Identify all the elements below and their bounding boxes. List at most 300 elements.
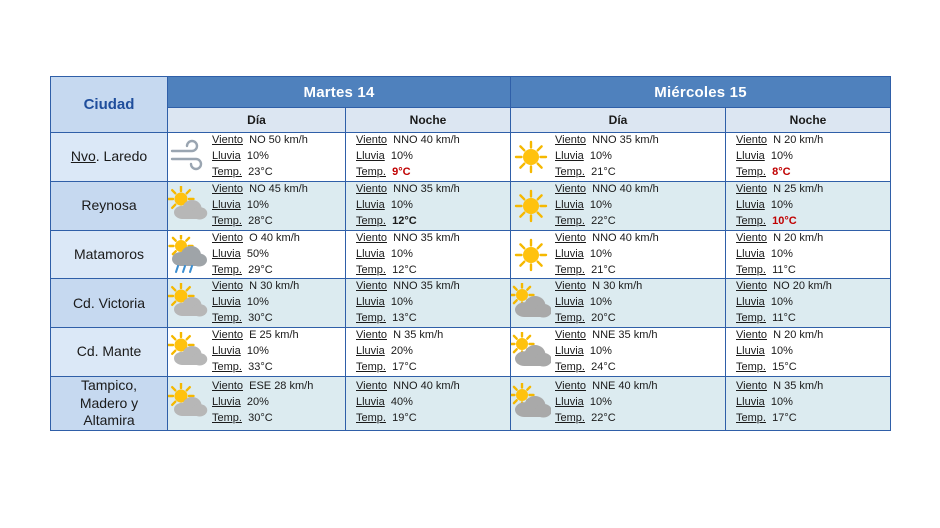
temp-value: 21°C bbox=[591, 263, 616, 276]
wind-value: NNO 40 km/h bbox=[592, 182, 659, 195]
temp-label: Temp. bbox=[555, 312, 585, 325]
forecast-values bbox=[555, 182, 659, 230]
forecast-values bbox=[726, 133, 823, 181]
sun-cloud-icon bbox=[168, 332, 208, 372]
temp-label: Temp. bbox=[736, 412, 766, 425]
forecast-cell bbox=[726, 133, 891, 182]
temp-value: 22°C bbox=[591, 412, 616, 425]
temp-value: 11°C bbox=[772, 263, 796, 276]
table-row bbox=[51, 377, 891, 431]
wind-label: Viento bbox=[356, 231, 387, 244]
temp-line bbox=[356, 165, 460, 181]
wind-label: Viento bbox=[555, 280, 587, 293]
wind-value: NNE 40 km/h bbox=[592, 380, 658, 393]
weather-icon-wrapper bbox=[511, 283, 551, 323]
forecast-values bbox=[212, 133, 308, 181]
wind-label: Viento bbox=[555, 231, 587, 244]
temp-line bbox=[555, 360, 658, 376]
temp-label: Temp. bbox=[356, 214, 386, 227]
rain-line bbox=[736, 344, 823, 360]
forecast-cell-inner bbox=[511, 182, 725, 230]
wind-value: NNE 35 km/h bbox=[592, 329, 658, 342]
weather-icon-wrapper bbox=[168, 186, 208, 226]
forecast-cell-inner bbox=[168, 133, 345, 181]
rain-line bbox=[555, 395, 658, 411]
rain-line bbox=[555, 344, 658, 360]
forecast-cell bbox=[346, 328, 511, 377]
city-name-cell bbox=[51, 181, 168, 230]
forecast-cell bbox=[168, 279, 346, 328]
temp-line bbox=[736, 311, 832, 327]
forecast-cell-inner bbox=[511, 379, 725, 427]
weather-icon-wrapper bbox=[511, 332, 551, 372]
wind-label: Viento bbox=[555, 380, 587, 393]
rain-value: 10% bbox=[589, 198, 612, 211]
temp-value: 13°C bbox=[392, 312, 417, 325]
temp-line bbox=[356, 263, 460, 279]
forecast-cell-inner bbox=[346, 279, 510, 327]
wind-value: NNO 35 km/h bbox=[592, 134, 659, 146]
rain-value: 10% bbox=[770, 396, 793, 409]
rain-label: Lluvia bbox=[736, 149, 765, 162]
rain-line bbox=[356, 295, 460, 311]
city-name-text: Cd. Mante bbox=[76, 343, 142, 360]
forecast-values bbox=[555, 133, 659, 181]
rain-label: Lluvia bbox=[555, 198, 584, 211]
city-name-text: Tampico, Madero y Altamira bbox=[79, 377, 139, 429]
rain-value: 10% bbox=[246, 149, 269, 162]
forecast-cell bbox=[168, 377, 346, 431]
wind-value: O 40 km/h bbox=[249, 231, 300, 244]
temp-value: 10°C bbox=[772, 214, 797, 227]
rain-label: Lluvia bbox=[555, 247, 584, 260]
rain-value: 10% bbox=[246, 345, 269, 358]
temp-value: 30°C bbox=[248, 412, 273, 425]
temp-line bbox=[555, 165, 659, 181]
wind-label: Viento bbox=[212, 329, 243, 342]
temp-line bbox=[212, 165, 308, 181]
forecast-values bbox=[726, 379, 823, 427]
rain-label: Lluvia bbox=[736, 296, 765, 309]
wind-value: N 30 km/h bbox=[592, 280, 643, 293]
rain-value: 10% bbox=[770, 296, 793, 309]
wind-line bbox=[212, 182, 308, 198]
weather-icon-wrapper bbox=[168, 283, 208, 323]
temp-label: Temp. bbox=[736, 312, 766, 325]
forecast-cell bbox=[168, 181, 346, 230]
rain-label: Lluvia bbox=[356, 345, 385, 358]
forecast-cell-inner bbox=[346, 231, 510, 279]
wind-line bbox=[736, 328, 823, 344]
rain-line bbox=[736, 198, 823, 214]
wind-value: NO 45 km/h bbox=[249, 182, 308, 195]
rain-value: 10% bbox=[770, 345, 793, 358]
forecast-values bbox=[346, 231, 460, 279]
wind-value: NO 20 km/h bbox=[773, 280, 832, 293]
forecast-cell bbox=[726, 377, 891, 431]
wind-label: Viento bbox=[555, 134, 587, 146]
forecast-values bbox=[346, 379, 460, 427]
temp-label: Temp. bbox=[356, 312, 386, 325]
temp-line bbox=[212, 214, 308, 230]
temp-value: 15°C bbox=[772, 361, 797, 374]
city-name-cell bbox=[51, 133, 168, 182]
wind-label: Viento bbox=[736, 134, 768, 146]
rain-line bbox=[212, 395, 313, 411]
temp-label: Temp. bbox=[356, 165, 386, 178]
rain-value: 10% bbox=[770, 149, 793, 162]
wind-label: Viento bbox=[212, 182, 243, 195]
rain-line bbox=[555, 295, 642, 311]
wind-line bbox=[356, 231, 460, 247]
wind-value: N 35 km/h bbox=[773, 380, 824, 393]
rain-label: Lluvia bbox=[212, 149, 241, 162]
temp-line bbox=[555, 411, 658, 427]
cloudy-sun-icon bbox=[511, 283, 551, 323]
temp-label: Temp. bbox=[356, 361, 386, 374]
sunny-icon bbox=[511, 186, 551, 226]
forecast-cell-inner bbox=[726, 133, 890, 181]
wind-value: NNO 40 km/h bbox=[592, 231, 659, 244]
forecast-cell bbox=[346, 133, 511, 182]
rain-label: Lluvia bbox=[555, 345, 584, 358]
header-day-group-1: Miércoles 15 bbox=[511, 77, 891, 108]
wind-line bbox=[736, 279, 832, 295]
wind-line bbox=[736, 182, 823, 198]
temp-label: Temp. bbox=[555, 412, 585, 425]
sun-cloud-icon bbox=[168, 383, 208, 423]
wind-label: Viento bbox=[212, 380, 243, 393]
windy-icon bbox=[168, 137, 208, 177]
rain-value: 10% bbox=[589, 345, 612, 358]
wind-line bbox=[555, 328, 658, 344]
rain-label: Lluvia bbox=[736, 198, 765, 211]
temp-line bbox=[356, 214, 460, 230]
wind-label: Viento bbox=[736, 380, 768, 393]
forecast-values bbox=[726, 231, 823, 279]
sun-cloud-icon bbox=[168, 186, 208, 226]
rain-value: 10% bbox=[770, 198, 793, 211]
rain-label: Lluvia bbox=[212, 296, 241, 309]
temp-value: 12°C bbox=[392, 263, 417, 276]
wind-value: N 25 km/h bbox=[773, 182, 824, 195]
forecast-cell-inner bbox=[168, 328, 345, 376]
rain-label: Lluvia bbox=[356, 149, 385, 162]
wind-label: Viento bbox=[736, 329, 768, 342]
city-name-cell bbox=[51, 328, 168, 377]
rain-label: Lluvia bbox=[356, 396, 385, 409]
temp-value: 11°C bbox=[772, 312, 796, 325]
rain-label: Lluvia bbox=[736, 345, 765, 358]
rain-label: Lluvia bbox=[356, 296, 385, 309]
rain-value: 20% bbox=[246, 396, 269, 409]
rain-label: Lluvia bbox=[356, 247, 385, 260]
forecast-values bbox=[346, 182, 460, 230]
forecast-cell bbox=[511, 133, 726, 182]
wind-line bbox=[356, 182, 460, 198]
wind-value: N 35 km/h bbox=[393, 329, 444, 342]
weather-forecast-table bbox=[50, 76, 891, 431]
table-row bbox=[51, 328, 891, 377]
rain-label: Lluvia bbox=[555, 396, 584, 409]
forecast-cell-inner bbox=[726, 231, 890, 279]
rain-line bbox=[736, 247, 823, 263]
city-name-cell bbox=[51, 377, 168, 431]
temp-value: 8°C bbox=[772, 165, 791, 178]
forecast-values bbox=[726, 279, 832, 327]
forecast-cell bbox=[511, 181, 726, 230]
rain-line bbox=[555, 247, 659, 263]
weather-icon-wrapper bbox=[511, 383, 551, 423]
rain-value: 20% bbox=[390, 345, 413, 358]
header-sub-miercoles-dia: Día bbox=[511, 108, 726, 133]
temp-line bbox=[212, 311, 299, 327]
rain-line bbox=[356, 247, 460, 263]
rain-value: 10% bbox=[589, 296, 612, 309]
rain-line bbox=[356, 344, 443, 360]
wind-value: NNO 35 km/h bbox=[393, 182, 460, 195]
forecast-cell-inner bbox=[726, 379, 890, 427]
wind-label: Viento bbox=[356, 380, 387, 393]
temp-value: 30°C bbox=[248, 312, 273, 325]
forecast-cell-inner bbox=[168, 279, 345, 327]
wind-line bbox=[212, 133, 308, 149]
forecast-values bbox=[212, 231, 300, 279]
forecast-cell-inner bbox=[346, 379, 510, 427]
temp-value: 22°C bbox=[591, 214, 616, 227]
sunny-icon bbox=[511, 137, 551, 177]
wind-value: N 20 km/h bbox=[773, 329, 824, 342]
forecast-cell-inner bbox=[168, 231, 345, 279]
wind-value: N 20 km/h bbox=[773, 231, 824, 244]
forecast-values bbox=[555, 231, 659, 279]
weather-icon-wrapper bbox=[168, 332, 208, 372]
rain-line bbox=[555, 198, 659, 214]
forecast-cell bbox=[346, 230, 511, 279]
rain-line bbox=[212, 198, 308, 214]
temp-label: Temp. bbox=[555, 214, 585, 227]
rain-value: 10% bbox=[390, 198, 413, 211]
temp-value: 33°C bbox=[248, 361, 273, 374]
forecast-cell bbox=[168, 328, 346, 377]
temp-label: Temp. bbox=[212, 361, 242, 374]
forecast-cell bbox=[346, 377, 511, 431]
forecast-cell-inner bbox=[168, 182, 345, 230]
rain-label: Lluvia bbox=[356, 198, 385, 211]
temp-value: 17°C bbox=[772, 412, 797, 425]
rain-value: 40% bbox=[390, 396, 413, 409]
wind-line bbox=[736, 379, 823, 395]
city-name-rest: . Laredo bbox=[95, 148, 148, 165]
temp-line bbox=[356, 360, 443, 376]
table-header-row-subs bbox=[51, 108, 891, 133]
rain-label: Lluvia bbox=[212, 345, 241, 358]
weather-icon-wrapper bbox=[168, 235, 208, 275]
temp-label: Temp. bbox=[736, 214, 766, 227]
forecast-cell bbox=[726, 230, 891, 279]
rain-label: Lluvia bbox=[555, 296, 584, 309]
rain-line bbox=[212, 344, 299, 360]
forecast-values bbox=[555, 379, 658, 427]
forecast-values bbox=[555, 279, 642, 327]
forecast-cell-inner bbox=[726, 279, 890, 327]
forecast-cell bbox=[511, 328, 726, 377]
wind-line bbox=[736, 231, 823, 247]
rain-label: Lluvia bbox=[212, 396, 241, 409]
wind-value: NNO 35 km/h bbox=[393, 231, 460, 244]
temp-line bbox=[555, 263, 659, 279]
weather-icon-wrapper bbox=[511, 235, 551, 275]
forecast-values bbox=[212, 379, 313, 427]
rain-value: 10% bbox=[589, 396, 612, 409]
header-sub-martes-dia: Día bbox=[168, 108, 346, 133]
forecast-values bbox=[346, 133, 460, 181]
rain-value: 10% bbox=[390, 296, 413, 309]
wind-value: NNO 40 km/h bbox=[393, 134, 460, 146]
wind-value: N 20 km/h bbox=[773, 134, 824, 146]
rain-line bbox=[736, 395, 823, 411]
temp-label: Temp. bbox=[212, 263, 242, 276]
forecast-cell-inner bbox=[511, 279, 725, 327]
city-name-underlined: Nvo bbox=[70, 148, 96, 165]
temp-value: 28°C bbox=[248, 214, 273, 227]
header-sub-miercoles-noche: Noche bbox=[726, 108, 891, 133]
temp-label: Temp. bbox=[555, 361, 585, 374]
temp-line bbox=[212, 263, 300, 279]
rain-line bbox=[736, 295, 832, 311]
wind-line bbox=[356, 133, 460, 149]
forecast-cell bbox=[726, 181, 891, 230]
weather-icon-wrapper bbox=[511, 186, 551, 226]
forecast-values bbox=[212, 279, 299, 327]
wind-label: Viento bbox=[212, 280, 243, 293]
forecast-cell-inner bbox=[726, 328, 890, 376]
wind-line bbox=[555, 182, 659, 198]
temp-label: Temp. bbox=[555, 165, 585, 178]
city-name-cell bbox=[51, 230, 168, 279]
forecast-values bbox=[212, 182, 308, 230]
temp-line bbox=[356, 411, 460, 427]
temp-label: Temp. bbox=[736, 361, 766, 374]
wind-label: Viento bbox=[212, 134, 243, 146]
rain-sun-icon bbox=[168, 235, 208, 275]
temp-line bbox=[555, 311, 642, 327]
rain-line bbox=[356, 149, 460, 165]
rain-label: Lluvia bbox=[736, 247, 765, 260]
wind-line bbox=[555, 279, 642, 295]
forecast-cell-inner bbox=[511, 231, 725, 279]
wind-value: NNO 35 km/h bbox=[393, 280, 460, 293]
wind-value: E 25 km/h bbox=[249, 329, 299, 342]
table-body bbox=[51, 133, 891, 431]
rain-line bbox=[212, 247, 300, 263]
forecast-values bbox=[212, 328, 299, 376]
forecast-cell bbox=[511, 377, 726, 431]
temp-value: 29°C bbox=[248, 263, 273, 276]
wind-line bbox=[356, 379, 460, 395]
city-name-text: Reynosa bbox=[81, 196, 137, 213]
temp-value: 21°C bbox=[591, 165, 616, 178]
wind-line bbox=[555, 133, 659, 149]
temp-value: 17°C bbox=[392, 361, 417, 374]
header-city: Ciudad bbox=[51, 77, 168, 133]
temp-line bbox=[555, 214, 659, 230]
forecast-values bbox=[726, 182, 823, 230]
wind-line bbox=[736, 133, 823, 149]
rain-line bbox=[212, 295, 299, 311]
forecast-cell bbox=[511, 279, 726, 328]
temp-label: Temp. bbox=[212, 165, 242, 178]
temp-value: 24°C bbox=[591, 361, 616, 374]
temp-line bbox=[212, 411, 313, 427]
wind-label: Viento bbox=[555, 182, 587, 195]
temp-line bbox=[356, 311, 460, 327]
wind-value: NNO 40 km/h bbox=[393, 380, 460, 393]
temp-label: Temp. bbox=[736, 165, 766, 178]
forecast-cell bbox=[346, 181, 511, 230]
temp-label: Temp. bbox=[212, 412, 242, 425]
forecast-cell-inner bbox=[511, 328, 725, 376]
forecast-cell-inner bbox=[511, 133, 725, 181]
temp-label: Temp. bbox=[212, 214, 242, 227]
forecast-cell bbox=[168, 133, 346, 182]
rain-value: 10% bbox=[246, 198, 269, 211]
forecast-cell bbox=[726, 279, 891, 328]
temp-value: 9°C bbox=[392, 165, 411, 178]
temp-label: Temp. bbox=[736, 263, 766, 276]
wind-label: Viento bbox=[356, 329, 387, 342]
rain-value: 50% bbox=[246, 247, 269, 260]
weather-icon-wrapper bbox=[168, 383, 208, 423]
temp-line bbox=[736, 214, 823, 230]
forecast-cell-inner bbox=[168, 379, 345, 427]
wind-label: Viento bbox=[212, 231, 243, 244]
table-row bbox=[51, 133, 891, 182]
temp-line bbox=[736, 263, 823, 279]
rain-line bbox=[212, 149, 308, 165]
wind-line bbox=[212, 279, 299, 295]
wind-line bbox=[555, 231, 659, 247]
sun-cloud-icon bbox=[168, 283, 208, 323]
temp-label: Temp. bbox=[212, 312, 242, 325]
city-name-text: Matamoros bbox=[73, 245, 145, 262]
city-name-text: Cd. Victoria bbox=[72, 294, 146, 311]
wind-line bbox=[212, 231, 300, 247]
forecast-cell-inner bbox=[726, 182, 890, 230]
forecast-cell-inner bbox=[346, 328, 510, 376]
wind-line bbox=[356, 279, 460, 295]
wind-label: Viento bbox=[736, 280, 768, 293]
wind-line bbox=[555, 379, 658, 395]
wind-label: Viento bbox=[356, 134, 387, 146]
forecast-cell bbox=[726, 328, 891, 377]
header-day-group-0: Martes 14 bbox=[168, 77, 511, 108]
wind-line bbox=[212, 328, 299, 344]
wind-label: Viento bbox=[555, 329, 587, 342]
temp-value: 12°C bbox=[392, 214, 417, 227]
wind-value: NO 50 km/h bbox=[249, 134, 308, 146]
rain-label: Lluvia bbox=[736, 396, 765, 409]
table-row bbox=[51, 279, 891, 328]
rain-label: Lluvia bbox=[555, 149, 584, 162]
rain-value: 10% bbox=[390, 149, 413, 162]
rain-value: 10% bbox=[770, 247, 793, 260]
weather-icon-wrapper bbox=[168, 137, 208, 177]
temp-label: Temp. bbox=[356, 412, 386, 425]
rain-line bbox=[356, 395, 460, 411]
forecast-cell-inner bbox=[346, 182, 510, 230]
cloudy-sun-icon bbox=[511, 332, 551, 372]
